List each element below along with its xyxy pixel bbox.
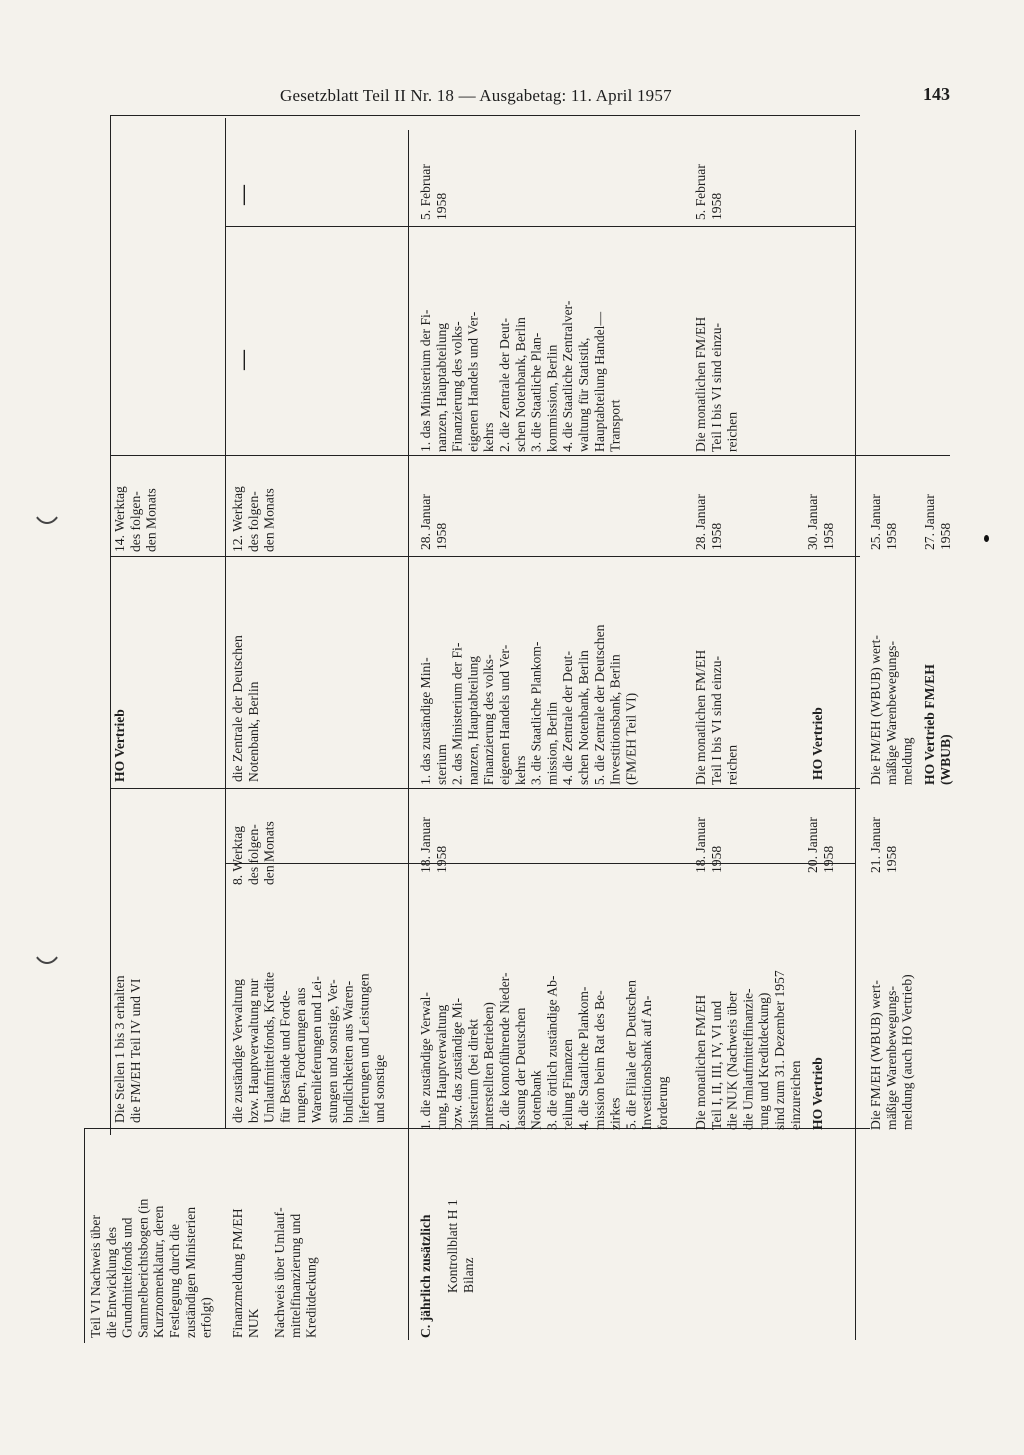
row3-col7-list: 1. das Ministerium der Fi- nanzen, Hauptabteilung Finanzierung des volks- eigenen Handels und Ver- kehrs 2. die Zentrale der Deut- schen Notenbank, Berlin 3. die Staatliche Plan- kommission, Berlin 4. die Staatliche Zentralver- waltung für Statistik, Hauptabteilung Handel— Transport: [418, 300, 623, 452]
row3-col7-note: Die monatlichen FM/EH Teil I bis VI sind einzu- reichen: [693, 316, 740, 452]
row2-col8: —: [232, 185, 254, 205]
row2-col3: 8. Werktag des folgen- den Monats: [230, 821, 277, 885]
column-rule-2: [225, 863, 855, 864]
row2-col5: die Zentrale der Deutschen Notenbank, Berlin: [230, 635, 261, 782]
scan-dot: [984, 535, 989, 542]
row1-col6: 14. Werktag des folgen- den Monats: [112, 486, 159, 552]
row4-col3: 21. Januar 1958: [868, 817, 899, 873]
row1-col2: Die Stellen 1 bis 3 erhalten die FM/EH Teil IV und VI: [112, 975, 143, 1123]
row2-col6: 12. Werktag des folgen- den Monats: [230, 486, 277, 552]
row4-col6a: 25. Januar 1958: [868, 494, 899, 550]
row-rule-4: [855, 130, 856, 1340]
scan-mark-2: [30, 910, 64, 964]
row4-col2: Die FM/EH (WBUB) wert- mäßige Warenbewegungs- meldung (auch HO Vertrieb): [868, 974, 915, 1130]
row3-col2-footer: HO Vertrieb: [810, 1057, 825, 1130]
scan-mark-1: [30, 470, 64, 524]
row3-col5-note: Die monatlichen FM/EH Teil I bis VI sind einzu- reichen: [693, 649, 740, 785]
row3-col8a: 5. Februar 1958: [418, 164, 449, 220]
row2-col2: die zuständige Verwaltung bzw. Hauptverwaltung nur Umlaufmittelfonds, Kredite für Bestände und Forde- rungen, Forderungen aus Warenlieferungen und Lei- stungen und sonstige, Ver- bindlichkeiten aus Waren- lieferungen und Leistungen und sonstige: [230, 971, 388, 1123]
row3-col3a: 18. Januar 1958: [418, 817, 449, 873]
row3-col1-heading: C. jährlich zusätzlich: [418, 1214, 433, 1338]
row3-col6a: 28. Januar 1958: [418, 494, 449, 550]
column-rule-3: [110, 788, 860, 789]
row3-col3c: 20. Januar 1958: [805, 817, 836, 873]
row4-col5-footer: HO Vertrieb FM/EH (WBUB): [922, 664, 953, 785]
row3-col1-items: Kontrollblatt H 1 Bilanz: [445, 1199, 476, 1293]
column-rule-4: [110, 556, 860, 557]
row4-col5: Die FM/EH (WBUB) wert- mäßige Warenbewegungs- meldung: [868, 635, 915, 785]
row3-col5-footer: HO Vertrieb: [810, 707, 825, 780]
row-rule-1: [110, 115, 111, 1135]
row2-col7: —: [232, 350, 254, 370]
page-number: 143: [923, 84, 950, 104]
row2-col1b: Nachweis über Umlauf- mittelfinanzierung und Kreditdeckung: [272, 1207, 319, 1338]
row3-col2-note: Die monatlichen FM/EH Teil I, II, III, IV, VI und die NUK (Nachweis über die Umlaufmittelfinanzie- rung und Kreditdeckung) sind zum 31. Dezember 1957 einzureichen: [693, 970, 803, 1130]
row3-col3b: 18. Januar 1958: [693, 817, 724, 873]
row3-col6c: 30. Januar 1958: [805, 494, 836, 550]
row3-col8b: 5. Februar 1958: [693, 164, 724, 220]
table-top-rule: [110, 115, 860, 116]
row2-col1a: Finanzmeldung FM/EH NUK: [230, 1208, 261, 1338]
header-title: Gesetzblatt Teil II Nr. 18 — Ausgabetag: 11. April 1957: [280, 86, 672, 105]
row1-col5-heading: HO Vertrieb: [112, 709, 127, 782]
row4-col6b: 27. Januar 1958: [922, 494, 953, 550]
column-rule-6: [225, 226, 855, 227]
row3-col6b: 28. Januar 1958: [693, 494, 724, 550]
row1-col1: Teil VI Nachweis über die Entwicklung des Grundmittelfonds und Sammelberichtsbogen (in Kurznomenklatur, deren Festlegung durch die zuständigen Ministerien erfolgt): [88, 1198, 214, 1338]
row3-col5-list: 1. das zuständige Mini- sterium 2. das Ministerium der Fi- nanzen, Hauptabteilung Finanzierung des volks- eigenen Handels und Ver- kehrs 3. die Staatliche Plankom- mission, Berlin 4. die Zentrale der Deut- schen Notenbank, Berlin 5. die Zentrale der Deutschen Investitionsbank, Berlin (FM/EH Teil VI): [418, 624, 639, 785]
row-rule-3: [408, 130, 409, 1340]
table-left-rule: [84, 1128, 85, 1343]
row3-col2-list: 1. die zuständige Verwal- tung, Hauptverwaltung bzw. das zuständige Mi- nisterium (bei direkt unterstellten Betrieben) 2. die kontoführende Nieder- lassung der Deutschen Notenbank 3. die örtlich zuständige Ab- teilung Finanzen 4. die Staatliche Plankom- mission beim Rat des Be- zirkes 5. die Filiale der Deutschen Investitionsbank auf An- forderung: [418, 972, 670, 1130]
row-rule-2: [225, 118, 226, 1128]
column-rule-5: [110, 455, 950, 456]
